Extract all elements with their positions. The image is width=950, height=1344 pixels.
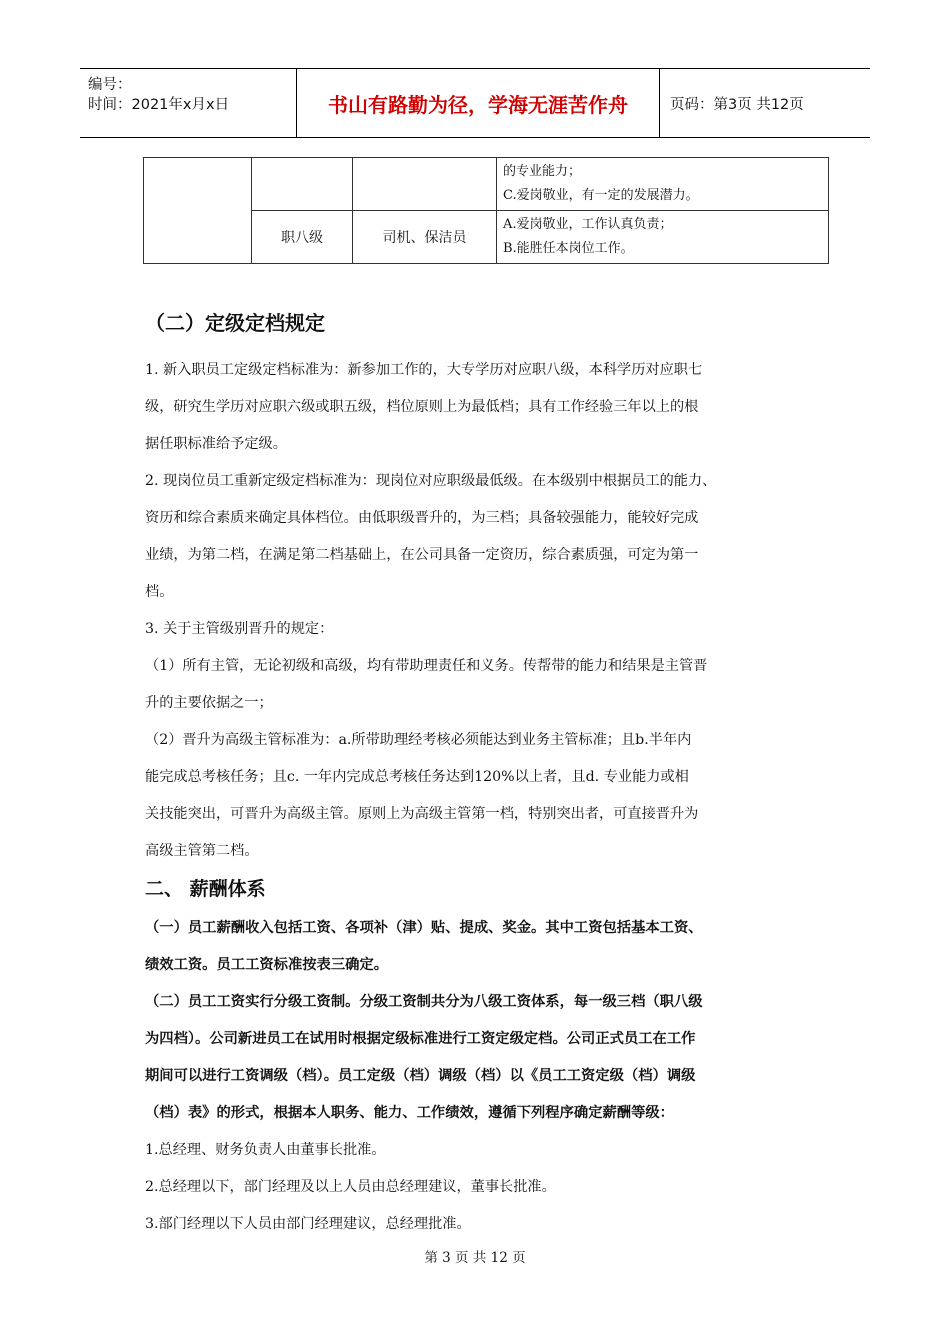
grade-table bbox=[143, 157, 829, 264]
text-line: 业绩，为第二档，在满足第二档基础上，在公司具备一定资历，综合素质强，可定为第一 bbox=[145, 547, 699, 563]
table-cell-positions: 司机、保洁员 bbox=[353, 211, 497, 264]
text-line: 3.部门经理以下人员由部门经理建议，总经理批准。 bbox=[145, 1216, 471, 1232]
page-header bbox=[80, 68, 870, 138]
table-cell-empty bbox=[353, 158, 497, 211]
text-line: 级，研究生学历对应职六级或职五级，档位原则上为最低档；具有工作经验三年以上的根 bbox=[145, 399, 699, 415]
table-cell-grade: 职八级 bbox=[252, 211, 353, 264]
requirement-line: A.爱岗敬业，工作认真负责； bbox=[503, 217, 673, 232]
page-footer: 第 3 页 共 12 页 bbox=[424, 1250, 526, 1266]
requirement-line: 的专业能力； bbox=[503, 164, 582, 179]
text-line: 3. 关于主管级别晋升的规定： bbox=[145, 621, 334, 637]
text-line: 资历和综合素质来确定具体档位。由低职级晋升的，为三档；具备较强能力，能较好完成 bbox=[145, 510, 699, 526]
table-cell-empty bbox=[252, 158, 353, 211]
text-line: 1. 新入职员工定级定档标准为：新参加工作的，大专学历对应职八级，本科学历对应职七 bbox=[145, 362, 703, 378]
bold-text-line: （一）员工薪酬收入包括工资、各项补（津）贴、提成、奖金。其中工资包括基本工资、 bbox=[145, 920, 703, 936]
text-line: 据任职标准给予定级。 bbox=[145, 436, 287, 452]
table-cell-requirements bbox=[497, 158, 829, 211]
requirement-line: B.能胜任本岗位工作。 bbox=[503, 241, 634, 256]
text-line: 关技能突出，可晋升为高级主管。原则上为高级主管第一档，特别突出者，可直接晋升为 bbox=[145, 806, 699, 822]
section-heading-compensation: 二、 薪酬体系 bbox=[145, 878, 266, 900]
text-line: 档。 bbox=[145, 584, 174, 600]
bold-text-line: （档）表》的形式，根据本人职务、能力、工作绩效，遵循下列程序确定薪酬等级： bbox=[145, 1105, 674, 1121]
compensation-text bbox=[145, 910, 825, 1243]
table-cell-empty bbox=[144, 158, 252, 264]
grading-rules-text bbox=[145, 352, 825, 870]
page-number-label: 页码：第3页 共12页 bbox=[670, 96, 804, 113]
table-cell-requirements bbox=[497, 211, 829, 264]
text-line: 2. 现岗位员工重新定级定档标准为：现岗位对应职级最低级。在本级别中根据员工的能力、 bbox=[145, 473, 717, 489]
bold-text-line: （二）员工工资实行分级工资制。分级工资制共分为八级工资体系，每一级三档（职八级 bbox=[145, 994, 703, 1010]
bold-text-line: 为四档）。公司新进员工在试用时根据定级标准进行工资定级定档。公司正式员工在工作 bbox=[145, 1031, 696, 1047]
doc-date-label: 时间：2021年x月x日 bbox=[88, 97, 230, 113]
bold-text-line: 期间可以进行工资调级（档）。员工定级（档）调级（档）以《员工工资定级（档）调级 bbox=[145, 1068, 696, 1084]
header-page-info bbox=[660, 69, 870, 137]
doc-number-label: 编号： bbox=[88, 77, 132, 93]
text-line: （2）晋升为高级主管标准为：a.所带助理经考核必须能达到业务主管标准；且b.半年内 bbox=[145, 732, 692, 748]
bold-text-line: 绩效工资。员工工资标准按表三确定。 bbox=[145, 957, 389, 973]
section-heading-grading: （二）定级定档规定 bbox=[145, 311, 325, 335]
text-line: 1.总经理、财务负责人由董事长批准。 bbox=[145, 1142, 386, 1158]
table-row bbox=[144, 158, 829, 211]
header-motto: 书山有路勤为径，学海无涯苦作舟 bbox=[296, 69, 660, 137]
text-line: 高级主管第二档。 bbox=[145, 843, 259, 859]
text-line: 能完成总考核任务；且c. 一年内完成总考核任务达到120%以上者，且d. 专业能力或相 bbox=[145, 769, 689, 785]
text-line: 2.总经理以下，部门经理及以上人员由总经理建议，董事长批准。 bbox=[145, 1179, 556, 1195]
text-line: （1）所有主管，无论初级和高级，均有带助理责任和义务。传帮带的能力和结果是主管晋 bbox=[145, 658, 708, 674]
header-meta bbox=[80, 69, 296, 137]
requirement-line: C.爱岗敬业，有一定的发展潜力。 bbox=[503, 188, 699, 203]
text-line: 升的主要依据之一； bbox=[145, 695, 273, 711]
